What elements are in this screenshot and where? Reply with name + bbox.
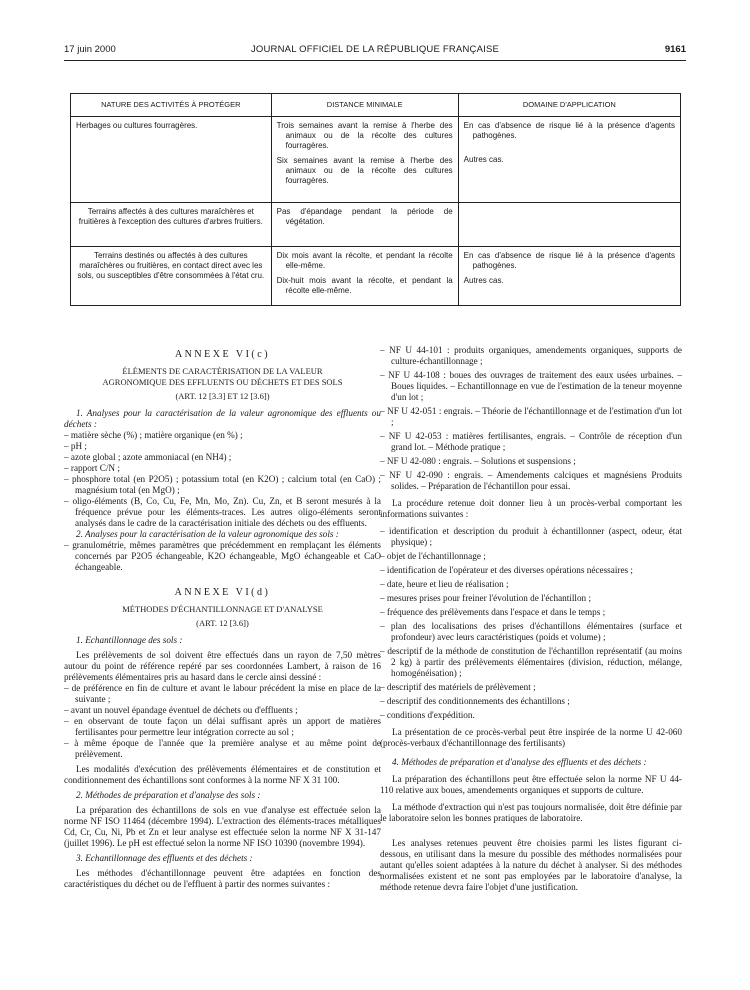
list-item: – NF U 44-108 : boues des ouvrages de traitement des eaux usées urbaines. – Boues liquides. – Echantillonnage en vue de l'estimation de la teneur moyenne d'un lot ; (380, 370, 682, 402)
list-item: – objet de l'échantillonnage ; (380, 551, 486, 561)
list-item: – conditions d'expédition. (380, 710, 475, 720)
section4-paragraph: Les analyses retenues peuvent être choisies parmi les listes figurant ci-dessous, en utilisant dans la mesure du possible des méthodes normalisées pour autant qu'elles soient adaptées à la nature du déchet à analyser. Si des méthodes normalisées existent et ne sont pas employées par le laboratoire d'analyse, la méthode retenue devra faire l'objet d'une justification. (380, 838, 682, 892)
list-item: – fréquence des prélèvements dans l'espace et dans le temps ; (380, 607, 606, 617)
table-row (71, 247, 681, 306)
distance-text: Trois semaines avant la remise à l'herbe des animaux ou de la récolte des cultures fourragères. (276, 121, 453, 150)
header-page-number: 9161 (664, 44, 686, 55)
activity-text: Herbages ou cultures fourragères. (76, 121, 198, 130)
pv-list (380, 526, 682, 721)
annex-vid-s1-title: 1. Echantillonnage des sols : (76, 635, 183, 645)
annex-vid-s3-title: 3. Echantillonnage des effluents et des déchets : (76, 853, 253, 863)
table-header-domain: DOMAINE D'APPLICATION (458, 94, 680, 117)
header-title: JOURNAL OFFICIEL DE LA RÉPUBLIQUE FRANÇAISE (250, 44, 500, 55)
domain-text: Autres cas. (463, 155, 504, 164)
norms-list (380, 345, 682, 492)
list-item: – NF U 42-090 : engrais. – Amendements calciques et magnésiens Produits solides. – Préparation de l'échantillon pour essai. (380, 470, 682, 491)
domain-text: Autres cas. (463, 276, 504, 285)
table-header-distance: DISTANCE MINIMALE (271, 94, 458, 117)
list-item: – avant un nouvel épandage éventuel de déchets ou d'effluents ; (64, 705, 298, 715)
domain-text: En cas d'absence de risque lié à la présence d'agents pathogènes. (463, 251, 675, 270)
table-cell-distance (271, 117, 458, 203)
annex-vid-title: ANNEXE VI(d) (174, 587, 271, 598)
activity-text: Terrains destinés ou affectés à des cultures maraîchères ou fruitières, en contact direct avec les sols, ou susceptibles d'être consommées à l'état cru. (77, 251, 265, 280)
list-item: – NF U 42-053 : matières fertilisantes, engrais. – Contrôle de réception d'un grand lot. – Méthode pratique ; (380, 431, 682, 452)
list-item: – granulométrie, mêmes paramètres que précédemment en remplaçant les éléments concernés par P2O5 échangeable, K2O échangeable, MgO échangeable et CaO échangeable. (64, 540, 381, 572)
distance-text: Pas d'épandage pendant la période de végétation. (276, 207, 453, 226)
annex-vic-section1-list (64, 430, 381, 529)
header-date: 17 juin 2000 (64, 44, 116, 55)
list-item: – identification et description du produit à échantillonner (aspect, odeur, état physique) ; (380, 526, 682, 547)
list-item: – plan des localisations des prises d'échantillons élémentaires (surface et profondeur) avec leurs caractéristiques (poids et volume) ; (380, 621, 682, 642)
pv-intro: La procédure retenue doit donner lieu à un procès-verbal comportant les informations suivantes : (380, 498, 682, 519)
section4-title: 4. Méthodes de préparation et d'analyse des effluents et des déchets : (392, 757, 647, 767)
annex-vid-article: (ART. 12 [3.6]) (196, 618, 249, 628)
distance-table (70, 93, 681, 306)
list-item: – rapport C/N ; (64, 463, 120, 473)
table-cell-activity (71, 203, 272, 247)
list-item: – NF U 42-051 : engrais. – Théorie de l'échantillonnage et de l'estimation d'un lot ; (380, 406, 682, 427)
right-column (380, 345, 682, 893)
annex-vic-subtitle-line1: ÉLÉMENTS DE CARACTÉRISATION DE LA VALEUR (122, 366, 323, 376)
annex-vid-s1-paragraph: Les modalités d'exécution des prélèvements élémentaires et de constitution et conditionnement des échantillons sont conformes à la norme NF X 31 100. (64, 764, 381, 785)
distance-text: Dix mois avant la récolte, et pendant la récolte elle-même. (276, 251, 453, 270)
page-header (64, 44, 686, 58)
distance-text: Six semaines avant la remise à l'herbe des animaux ou de la récolte des cultures fourragères. (276, 156, 453, 185)
list-item: – descriptif des conditionnements des échantillons ; (380, 696, 570, 706)
annex-vic-article: (ART. 12 [3.3] ET 12 [3.6]) (175, 391, 270, 401)
annex-vic-section1-title: 1. Analyses pour la caractérisation de la valeur agronomique des effluents ou déchets : (64, 408, 381, 429)
annex-vic-section2-list (64, 540, 381, 573)
list-item: – NF U 42-080 : engrais. – Solutions et suspensions ; (380, 456, 576, 466)
table-cell-distance (271, 203, 458, 247)
annex-vic-section2-title: 2. Analyses pour la caractérisation de la valeur agronomique des sols : (76, 529, 339, 539)
list-item: – oligo-éléments (B, Co, Cu, Fe, Mn, Mo, Zn). Cu, Zn, et B seront mesurés à la fréquence prévue pour les éléments-traces. Les autres oligo-éléments seront analysés dans le cadre de la caractérisation initiale des déchets ou des effluents. (64, 496, 381, 528)
list-item: – à même époque de l'année que la première analyse et au même point de prélèvement. (64, 738, 381, 759)
table-cell-domain (458, 203, 680, 247)
list-item: – date, heure et lieu de réalisation ; (380, 579, 509, 589)
list-item: – de préférence en fin de culture et avant le labour précédent la mise en place de la suivante ; (64, 683, 381, 704)
list-item: – azote global ; azote ammoniacal (en NH4) ; (64, 452, 232, 462)
table-cell-activity (71, 247, 272, 306)
annex-vid-s1-list (64, 683, 381, 760)
table-header-row (71, 94, 681, 117)
list-item: – identification de l'opérateur et des diverses opérations nécessaires ; (380, 565, 633, 575)
list-item: – en observant de toute façon un délai suffisant après un apport de matières fertilisantes pour permettre leur intégration correcte au sol ; (64, 716, 381, 737)
table-cell-activity (71, 117, 272, 203)
list-item: – descriptif de la méthode de constitution de l'échantillon représentatif (au moins 2 kg) à partir des prélèvements élémentaires (division, réduction, mélange, homogénéisation) ; (380, 646, 682, 678)
list-item: – matière sèche (%) ; matière organique (en %) ; (64, 430, 243, 440)
activity-text: Terrains affectés à des cultures maraîchères et fruitières à l'exception des cultures d'arbres fruitiers. (78, 207, 263, 226)
list-item: – phosphore total (en P2O5) ; potassium total (en K2O) ; calcium total (en CaO) ; magnésium total (en MgO) ; (64, 474, 381, 495)
annex-vid-s2-paragraph: La préparation des échantillons de sols en vue d'analyse est effectuée selon la norme NF ISO 11464 (décembre 1994). L'extraction des éléments-traces métalliques Cd, Cr, Cu, Ni, Pb et Zn et leur analyse est effectuée selon la norme NF X 31-147 (juillet 1996). Le pH est effectué selon la norme NF ISO 10390 (novembre 1994). (64, 805, 381, 848)
table-cell-domain (458, 117, 680, 203)
annex-vid-s2-title: 2. Méthodes de préparation et d'analyse des sols : (76, 790, 261, 800)
list-item: – descriptif des matériels de prélèvement ; (380, 682, 536, 692)
table-row (71, 117, 681, 203)
left-column (64, 345, 381, 890)
header-rule (64, 60, 686, 61)
annex-vic-title: ANNEXE VI(c) (174, 349, 271, 360)
distance-text: Dix-huit mois avant la récolte, et pendant la récolte elle-même. (276, 276, 453, 295)
table-cell-domain (458, 247, 680, 306)
domain-text: En cas d'absence de risque lié à la présence d'agents pathogènes. (463, 121, 675, 140)
list-item: – NF U 44-101 : produits organiques, amendements organiques, supports de culture-échantillonnage ; (380, 345, 682, 366)
pv-note: La présentation de ce procès-verbal peut être inspirée de la norme U 42-060 (procès-verbaux d'échantillonnage des fertilisants) (380, 727, 682, 748)
annex-vid-subtitle: MÉTHODES D'ÉCHANTILLONNAGE ET D'ANALYSE (122, 604, 323, 614)
table-row (71, 203, 681, 247)
list-item: – mesures prises pour freiner l'évolution de l'échantillon ; (380, 593, 591, 603)
annex-vic-subtitle-line2: AGRONOMIQUE DES EFFLUENTS OU DÉCHETS ET DES SOLS (102, 377, 343, 387)
section4-paragraph: La méthode d'extraction qui n'est pas toujours normalisée, doit être définie par le laboratoire selon les bonnes pratiques de laboratoire. (380, 802, 682, 823)
table-header-activity: NATURE DES ACTIVITÉS À PROTÉGER (71, 94, 272, 117)
list-item: – pH ; (64, 441, 87, 451)
annex-vid-s1-paragraph: Les prélèvements de sol doivent être effectués dans un rayon de 7,50 mètres autour du point de référence repéré par ses coordonnées Lambert, à raison de 16 prélèvements élémentaires pris au hasard dans le cercle ainsi dessiné : (64, 650, 381, 682)
section4-paragraph: La préparation des échantillons peut être effectuée selon la norme NF U 44-110 relative aux boues, amendements organiques et supports de culture. (380, 774, 682, 795)
annex-vid-s3-paragraph: Les méthodes d'échantillonnage peuvent être adaptées en fonction des caractéristiques du déchet ou de l'effluent à partir des normes suivantes : (64, 868, 381, 889)
table-cell-distance (271, 247, 458, 306)
